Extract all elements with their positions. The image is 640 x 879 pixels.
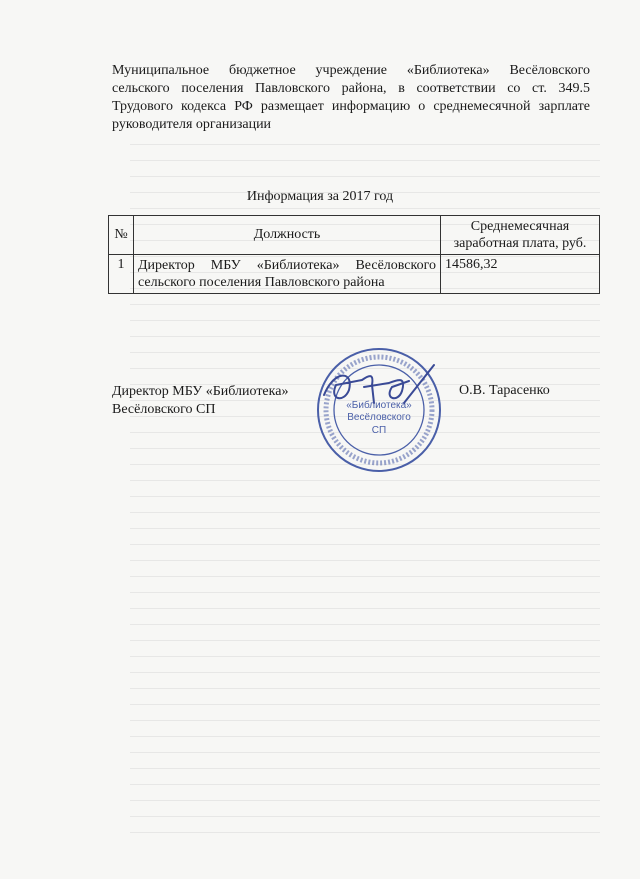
info-title: Информация за 2017 год — [246, 189, 394, 204]
header-num: № — [109, 216, 134, 255]
signature-title — [112, 383, 288, 419]
signature-title-line: Весёловского СП — [112, 402, 216, 417]
position-line: сельского поселения Павловского района — [138, 275, 385, 290]
salary-table — [108, 215, 600, 294]
table-row — [109, 255, 600, 294]
intro-line: Муниципальное бюджетное учреждение «Библиотека» Весёловского — [112, 63, 590, 78]
header-salary: Среднемесячная заработная плата, руб. — [441, 216, 600, 255]
stamp-text: СП — [371, 425, 387, 436]
position-line: Директор МБУ «Библиотека» Весёловского — [138, 258, 436, 273]
stamp-seal — [314, 345, 444, 475]
stamp-text: Весёловского — [347, 412, 411, 423]
intro-paragraph — [112, 62, 590, 134]
cell-num: 1 — [109, 255, 134, 294]
stamp-text: «Библиотека» — [346, 400, 412, 411]
intro-line: руководителя организации — [112, 117, 272, 132]
table-header-row — [109, 216, 600, 255]
cell-salary: 14586,32 — [441, 255, 600, 294]
signature-title-line: Директор МБУ «Библиотека» — [112, 384, 289, 399]
intro-line: Трудового кодекса РФ размещает информацию о среднемесячной зарплате — [112, 99, 590, 114]
intro-line: сельского поселения Павловского района, в соответствии со ст. 349.5 — [112, 81, 590, 96]
cell-position — [134, 255, 441, 294]
signature-name: О.В. Тарасенко — [459, 383, 550, 398]
header-position: Должность — [134, 216, 441, 255]
